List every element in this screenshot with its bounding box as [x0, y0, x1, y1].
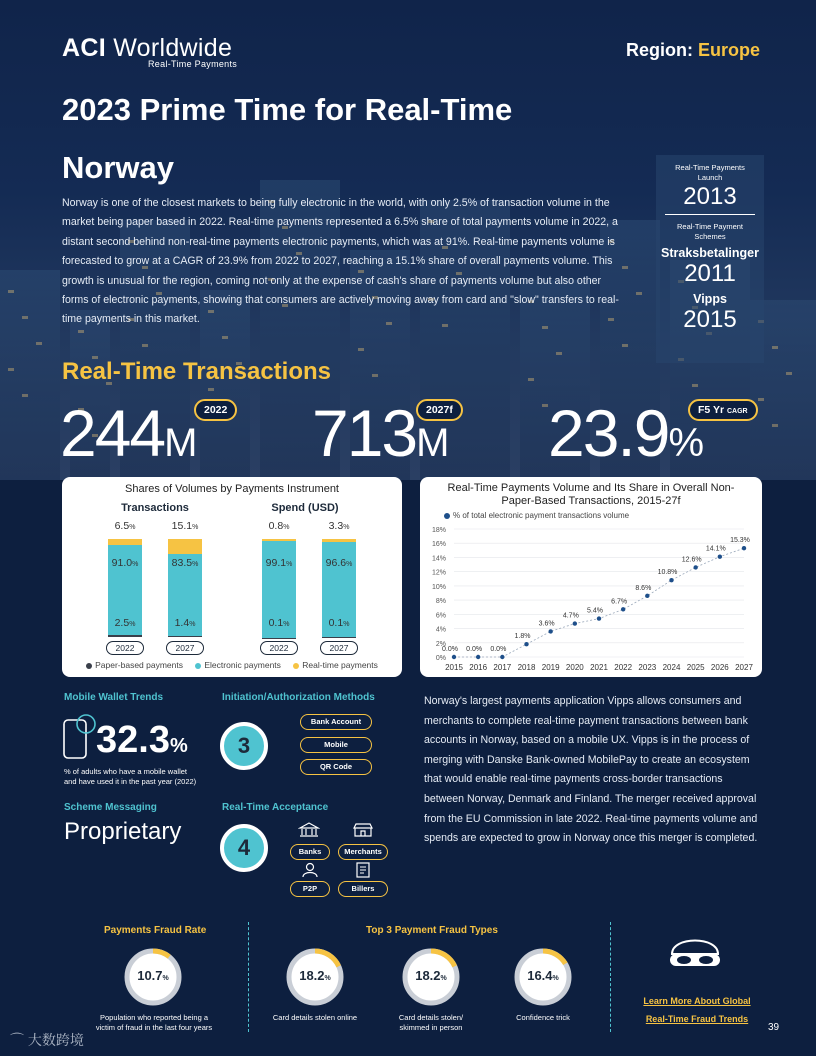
fraud-rate-caption-1: Population who reported being a [100, 1013, 208, 1022]
cagr-unit: % [668, 421, 705, 465]
scheme2-name: Vipps [693, 292, 727, 306]
share-year-pill: 2022 [106, 641, 144, 655]
y-tick-label: 2% [435, 640, 446, 648]
x-tick-label: 2017 [493, 663, 512, 672]
intro-paragraph: Norway is one of the closest markets to being fully electronic in the world, with only 2.5% of transaction volume in the market being paper based in 2022. Real-time payments represented a 6.5% share of total payments volume in 2022, a distant second behind non-real-time payments electronic payments, which was at 91%. Real-time payments volume is forecasted to grow at a CAGR of 23.9% from 2022 to 2027, reaching a 15.1% share of overall payments volume. This growth is unusual for the region, coming not only at the expense of cash's share of payments volume but also other forms of electronic payments, showing that consumers are actively moving away from card and "slow" transfers to real-time payments in this market. [62, 197, 619, 326]
init-methods-heading: Initiation/Authorization Methods [222, 692, 375, 703]
y-tick-label: 8% [435, 598, 446, 606]
fraud-rate-caption-2: victim of fraud in the last four years [95, 1023, 213, 1032]
share-label-realtime: 3.3% [328, 520, 350, 532]
data-point [669, 578, 673, 582]
hero-window [772, 346, 778, 349]
data-label: 4.7% [562, 612, 579, 620]
store-icon [352, 822, 374, 838]
launch-sidebox [656, 155, 764, 363]
mobile-wallet-caption-2: and have used it in the past year (2022) [64, 777, 197, 786]
scheme1-year: 2011 [684, 260, 736, 287]
hero-window [78, 330, 84, 333]
chip-merchants: Merchants [338, 844, 388, 860]
mobile-wallet-figure [96, 718, 188, 768]
hero-window [8, 368, 14, 371]
hero-window [222, 336, 228, 339]
schemes-label: Real-Time Payment Schemes [677, 222, 743, 241]
cagr [548, 388, 704, 488]
x-tick-label: 2025 [686, 663, 705, 672]
fraud-ring [512, 946, 574, 1008]
scheme-messaging-value: Proprietary [64, 818, 182, 845]
mobile-wallet-icon [62, 712, 98, 762]
logo-rest: Worldwide [113, 34, 233, 62]
data-point [500, 655, 504, 659]
fraud-rate-caption [84, 1013, 224, 1033]
x-tick-label: 2026 [710, 663, 729, 672]
x-tick-label: 2020 [565, 663, 584, 672]
x-tick-label: 2016 [469, 663, 488, 672]
learn-more-line-2[interactable]: Real-Time Fraud Trends [645, 1014, 749, 1024]
launch-label: Real-Time Payments Launch [675, 163, 745, 182]
data-label: 12.6% [681, 556, 702, 564]
x-tick-label: 2015 [445, 663, 463, 672]
data-point [693, 565, 697, 569]
x-tick-label: 2024 [662, 663, 681, 672]
y-tick-label: 12% [431, 569, 446, 577]
tag-cagr [688, 399, 758, 421]
share-label-paper: 2.5% [114, 617, 136, 629]
bank-icon [298, 822, 320, 838]
real-time-transactions-heading: Real-Time Transactions [62, 358, 331, 385]
transactions-header: Transactions [121, 502, 189, 514]
fraud-types-heading: Top 3 Payment Fraud Types [366, 925, 498, 936]
spend-header: Spend (USD) [271, 502, 339, 514]
chip-banks: Banks [290, 844, 330, 860]
hero-window [8, 290, 14, 293]
share-label-electronic: 99.1% [265, 557, 293, 569]
share-year-pill: 2027 [166, 641, 204, 655]
share-label-realtime: 0.8% [268, 520, 290, 532]
page-number: 39 [768, 1022, 780, 1033]
mobile-wallet-caption [64, 767, 224, 787]
data-point [718, 555, 722, 559]
fraud-ring-value: 10.7% [137, 968, 169, 983]
share-seg-paper [322, 637, 356, 639]
chip-bank-account: Bank Account [300, 714, 372, 730]
fraud-ring-value: 18.2% [415, 968, 447, 983]
data-point [476, 655, 480, 659]
shares-chart-title: Shares of Volumes by Payments Instrument [125, 483, 339, 495]
share-label-realtime: 6.5% [114, 520, 136, 532]
bill-icon [354, 862, 372, 878]
y-tick-label: 18% [431, 527, 446, 534]
scheme2-year: 2015 [683, 306, 737, 333]
line-chart-title: Real-Time Payments Volume and Its Share in Overall Non-Paper-Based Transactions, 2015-27f [447, 482, 735, 507]
data-point [621, 607, 625, 611]
data-label: 1.8% [514, 633, 531, 641]
hero-window [556, 352, 562, 355]
y-tick-label: 14% [431, 555, 446, 563]
learn-more-link[interactable] [632, 992, 762, 1028]
data-label: 15.3% [730, 537, 750, 545]
data-point [452, 655, 456, 659]
cagr-value: 23.9 [548, 396, 669, 470]
fraud-ring-value: 18.2% [299, 968, 331, 983]
hero-window [22, 316, 28, 319]
share-label-electronic: 83.5% [171, 557, 199, 569]
sidebox-divider [665, 214, 755, 215]
data-point [742, 546, 746, 550]
fraud-type-caption: Card details stolen online [272, 1013, 358, 1022]
acceptance-count: 4 [220, 824, 268, 872]
volume-2027-value: 713 [312, 396, 417, 470]
region-label [626, 40, 760, 61]
hero-window [692, 384, 698, 387]
share-year-pill: 2022 [260, 641, 298, 655]
x-tick-label: 2022 [614, 663, 633, 672]
x-tick-label: 2023 [638, 663, 657, 672]
aci-logo [62, 34, 238, 69]
hero-window [358, 348, 364, 351]
chip-qr-code: QR Code [300, 759, 372, 775]
tag-cagr-main: F5 Yr [698, 404, 725, 416]
hero-window [622, 344, 628, 347]
legend-realtime: Real-time payments [293, 660, 378, 670]
data-point [645, 594, 649, 598]
acceptance-heading: Real-Time Acceptance [222, 802, 329, 813]
y-tick-label: 0% [435, 655, 446, 662]
watermark: ⌒ 大数跨境 [10, 1032, 84, 1048]
y-tick-label: 4% [435, 626, 446, 634]
data-label: 6.7% [611, 598, 628, 606]
fraudster-icon [664, 926, 726, 976]
x-tick-label: 2021 [590, 663, 608, 672]
data-label: 10.8% [657, 569, 678, 577]
hero-window [758, 398, 764, 401]
shares-legend [62, 660, 402, 670]
share-seg-paper [168, 636, 202, 638]
fraud-rate-heading: Payments Fraud Rate [104, 925, 207, 936]
region-key: Region: [625, 40, 693, 60]
data-point [573, 621, 577, 625]
hero-building [0, 270, 60, 480]
x-tick-label: 2019 [541, 663, 560, 672]
hero-window [622, 266, 628, 269]
person-icon [300, 862, 320, 878]
logo-sub: Real-Time Payments [148, 59, 238, 69]
data-label: 5.4% [587, 607, 603, 615]
watermark-text: 大数跨境 [27, 1032, 84, 1048]
share-label-realtime: 15.1% [171, 520, 199, 532]
rtp-line-chart-panel [420, 477, 762, 677]
fraud-ring [400, 946, 462, 1008]
share-label-electronic: 96.6% [325, 557, 353, 569]
share-label-paper: 0.1% [268, 617, 290, 629]
series-line [454, 545, 744, 657]
hero-window [22, 394, 28, 397]
data-label: 0.0% [442, 646, 458, 653]
data-label: 3.6% [538, 620, 555, 628]
fraud-ring [122, 946, 184, 1008]
hero-window [636, 292, 642, 295]
scheme1-name: Straksbetalinger [661, 246, 759, 260]
logo-main: ACI [62, 34, 106, 62]
launch-year: 2013 [683, 183, 737, 210]
hero-window [772, 424, 778, 427]
data-label: 0.0% [466, 646, 483, 653]
data-point [597, 616, 601, 620]
init-methods-count: 3 [220, 722, 268, 770]
fraud-ring-value: 16.4% [527, 968, 559, 983]
country-title: Norway [62, 150, 174, 185]
page-title: 2023 Prime Time for Real-Time [62, 92, 513, 127]
mobile-wallet-value: 32.3 [96, 719, 170, 761]
hero-window [142, 344, 148, 347]
hero-window [528, 378, 534, 381]
hero-window [786, 372, 792, 375]
share-seg-realtime [168, 539, 202, 554]
tag-2027f: 2027f [416, 399, 463, 421]
shares-chart-panel [62, 477, 402, 677]
fraud-type-caption: Confidence trick [516, 1013, 570, 1022]
line-chart-svg [420, 477, 762, 677]
line-chart-legend-text: % of total electronic payment transactions volume [453, 511, 630, 520]
tag-2022: 2022 [194, 399, 237, 421]
chip-p2p: P2P [290, 881, 330, 897]
share-seg-paper [262, 638, 296, 640]
fraud-ring [284, 946, 346, 1008]
hero-window [208, 388, 214, 391]
mobile-wallet-unit: % [169, 735, 188, 757]
share-label-electronic: 91.0% [111, 557, 139, 569]
mobile-wallet-heading: Mobile Wallet Trends [64, 692, 164, 703]
share-label-paper: 1.4% [174, 617, 196, 629]
volume-2022 [60, 388, 197, 488]
volume-2022-unit: M [164, 421, 198, 465]
chip-billers: Billers [338, 881, 388, 897]
legend-paper: Paper-based payments [86, 660, 183, 670]
y-tick-label: 16% [431, 541, 446, 549]
data-point [524, 642, 528, 646]
x-tick-label: 2027 [735, 663, 753, 672]
data-point [548, 629, 552, 633]
volume-2022-value: 244 [60, 396, 165, 470]
data-label: 8.6% [635, 584, 652, 592]
hero-window [36, 342, 42, 345]
tag-cagr-small: CAGR [727, 408, 748, 415]
mobile-wallet-caption-1: % of adults who have a mobile wallet [64, 767, 187, 776]
chip-mobile: Mobile [300, 737, 372, 753]
learn-more-line-1[interactable]: Learn More About Global [643, 996, 751, 1006]
y-tick-label: 10% [431, 583, 446, 591]
region-value: Europe [697, 40, 760, 60]
x-tick-label: 2018 [517, 663, 536, 672]
legend-electronic: Electronic payments [195, 660, 281, 670]
vipps-paragraph: Norway's largest payments application Vipps allows consumers and merchants to complete real-time payment transactions between bank accounts in Norway, based on a mobile UX. Vipps is in the process of merging with Danske Bank-owned MobilePay to create an ecosystem that would enable real-time payments cross-border transactions between Norway, Denmark and Finland. The merger received approval from the EU Commission in late 2022. Real-time payments volume and spends are expected to grow in Norway once this merger is completed. [424, 695, 758, 845]
share-year-pill: 2027 [320, 641, 358, 655]
data-label: 14.1% [705, 545, 726, 553]
share-label-paper: 0.1% [328, 617, 350, 629]
share-seg-paper [108, 635, 142, 637]
fraud-type-caption: Card details stolen/ skimmed in person [398, 1013, 464, 1032]
scheme-messaging-heading: Scheme Messaging [64, 802, 157, 813]
y-tick-label: 6% [435, 612, 446, 620]
hero-window [372, 374, 378, 377]
volume-2027-unit: M [416, 421, 450, 465]
data-label: 0.0% [490, 646, 507, 653]
